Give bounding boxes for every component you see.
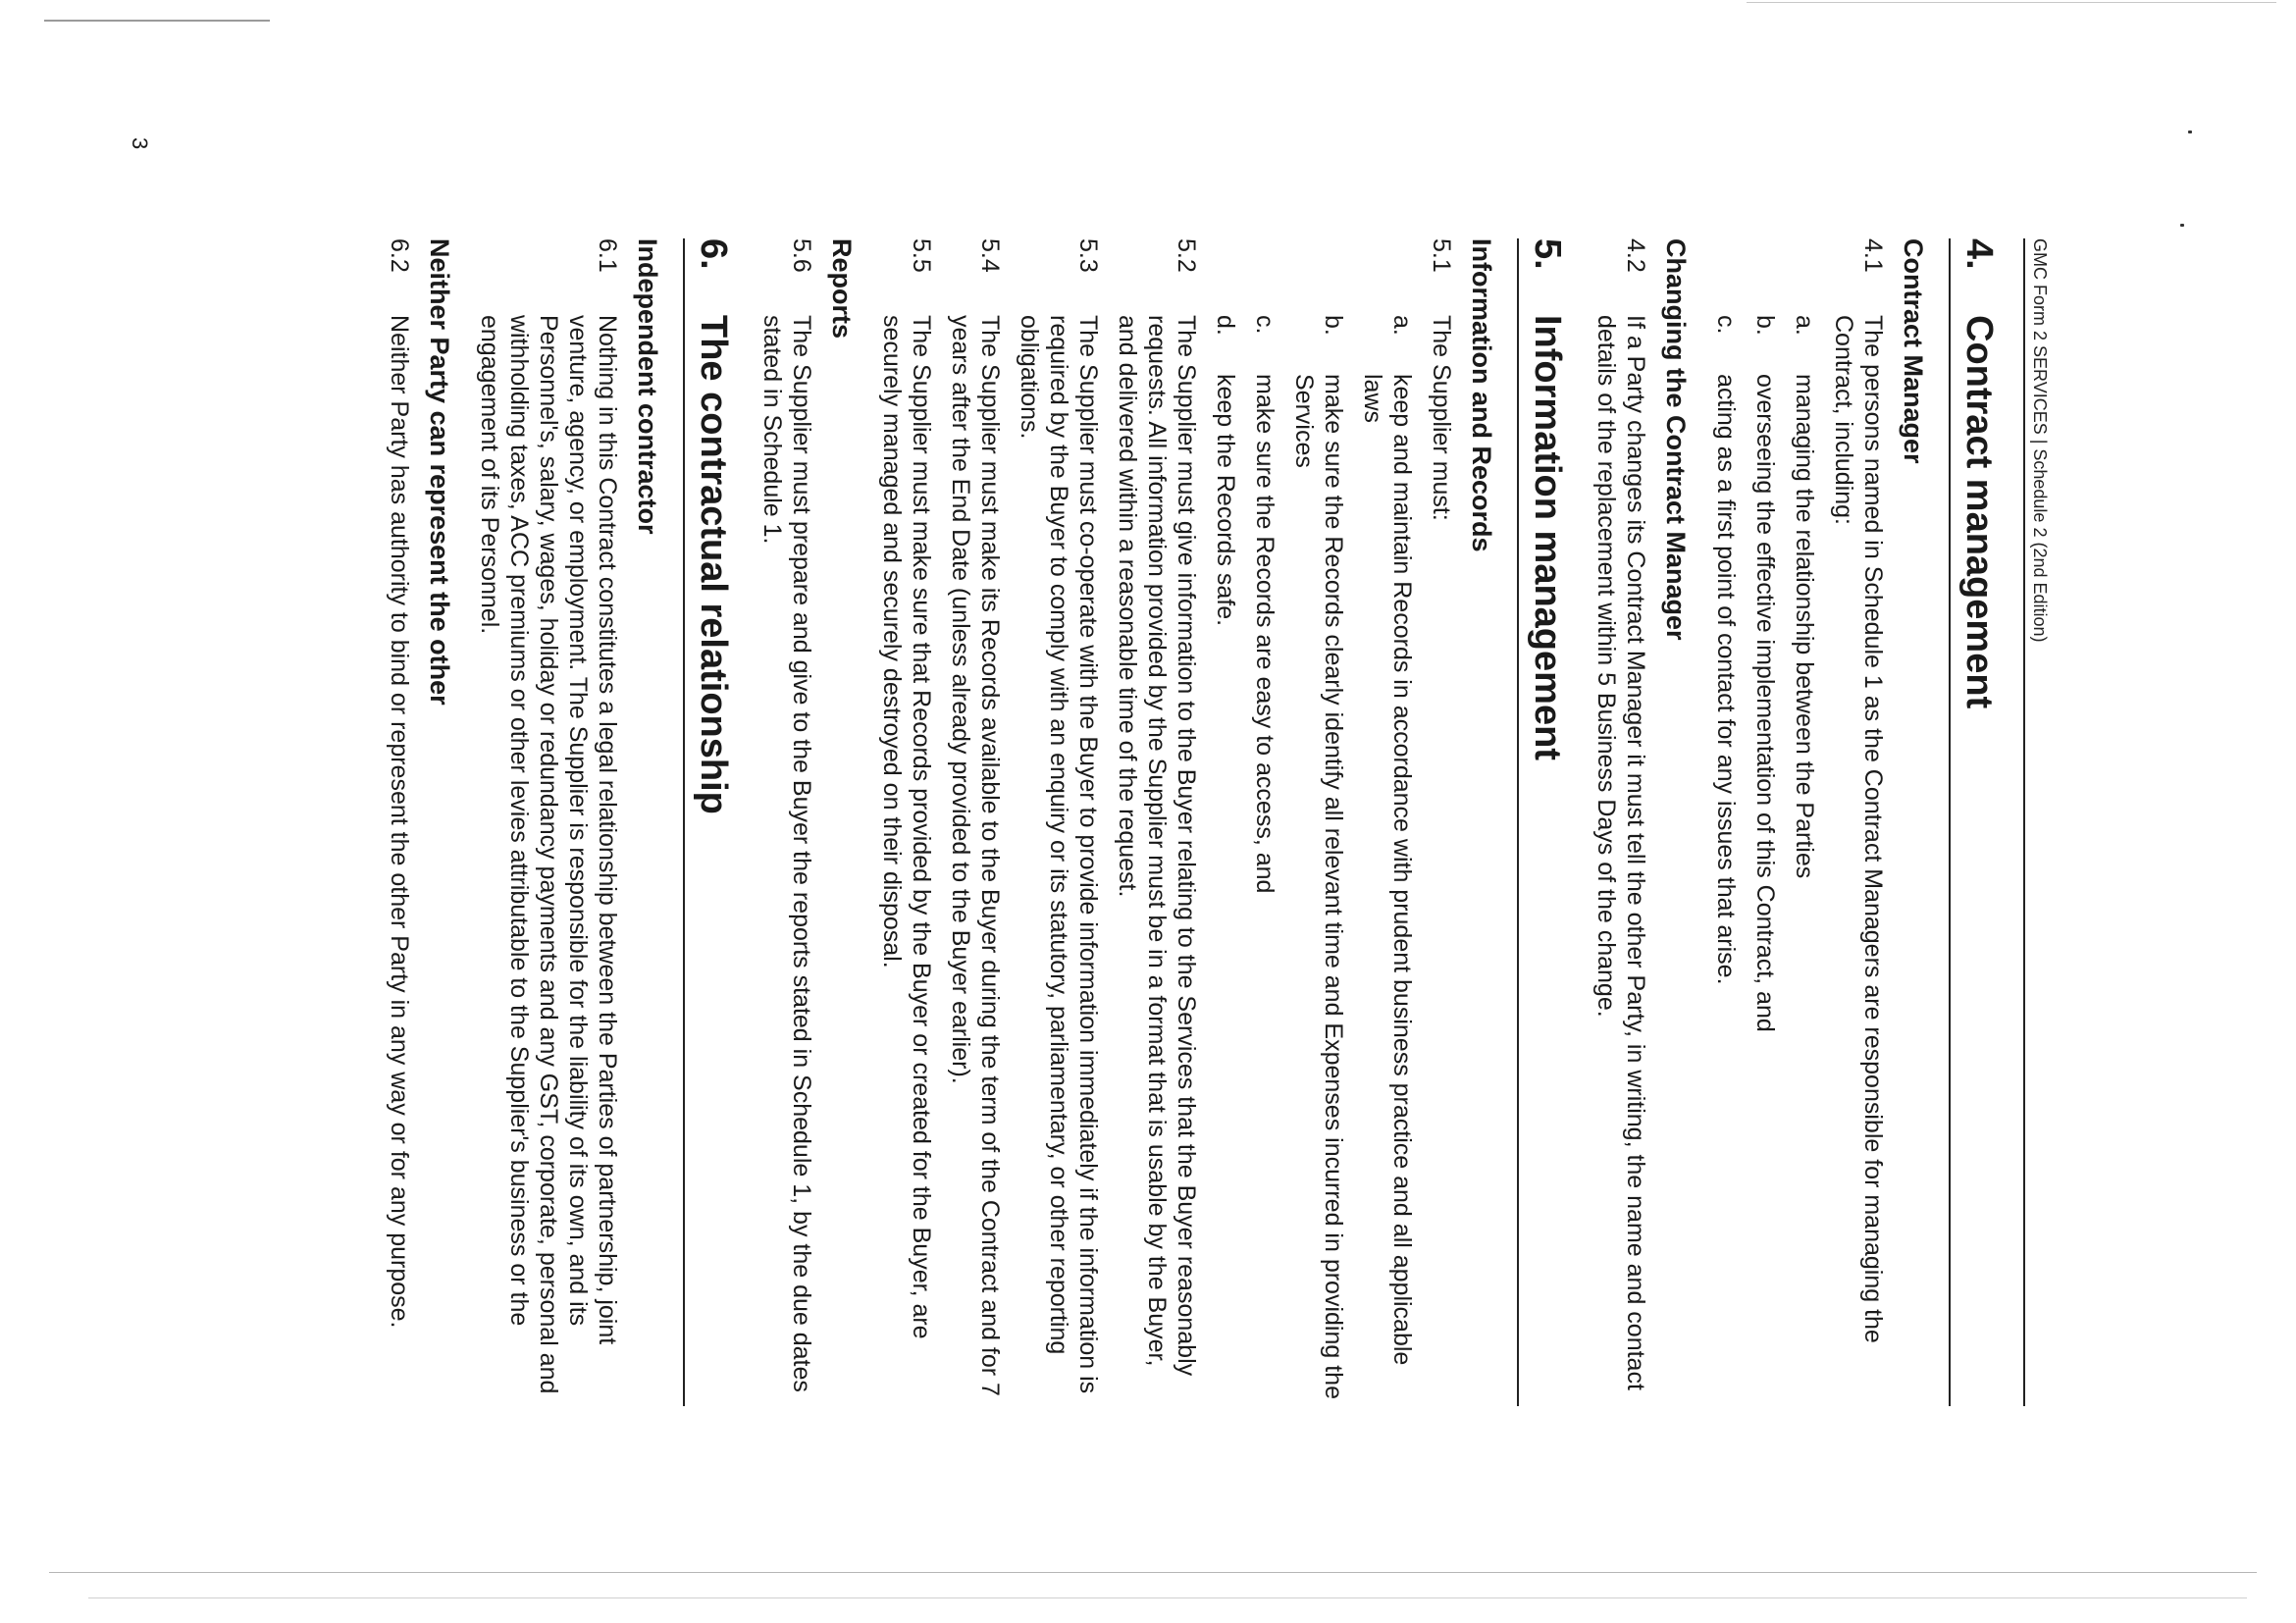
subheading-reports: Reports	[827, 238, 857, 340]
item-label: c.	[1251, 315, 1278, 335]
clause-text: The Supplier must co-operate with the Buyer to provide information immediately if the information is required by the Buyer to comply with an enquiry or its statutory, parliamentary, or other reporting obligations.	[1016, 315, 1102, 1394]
item-text: make sure the Records clearly identify all relevant time and Expenses incurred in providing the Services	[1290, 374, 1347, 1399]
section-number: 5.	[1527, 238, 1568, 270]
clause-6-2	[385, 238, 414, 1406]
list-item	[1750, 315, 1780, 1406]
clause-4-2	[1592, 238, 1650, 1406]
clause-text: The persons named in Schedule 1 as the Contract Managers are responsible for managing the Contract, including:	[1830, 315, 1887, 1343]
list-item	[1790, 315, 1819, 1406]
section-title: Contract management	[1958, 315, 2000, 709]
page-content	[385, 238, 2051, 1406]
clause-text: Nothing in this Contract constitutes a legal relationship between the Parties of partnership, joint venture, agency, or employment. The Supplier is responsible for the liability of its own, and its Personnel's, salary, wages, holiday or redundancy payments and any GST, corporate, personal and withholding taxes, ACC premiums or other levies attributable to the Supplier's business or the engagement of its Personnel.	[476, 315, 621, 1394]
clause-5-5	[877, 238, 936, 1406]
subheading-information-records: Information and Records	[1467, 238, 1496, 552]
section-title: The contractual relationship	[693, 315, 734, 814]
clause-body	[1711, 315, 1888, 1406]
item-text: acting as a first point of contact for any issues that arise.	[1712, 374, 1740, 985]
clause-5-6	[757, 238, 816, 1406]
subheading-contract-manager: Contract Manager	[1899, 238, 1928, 464]
section-title: Information management	[1527, 315, 1568, 760]
clause-number: 4.1	[1859, 238, 1887, 273]
clause-5-3	[1015, 238, 1103, 1406]
list-item	[1289, 315, 1348, 1406]
clause-number: 6.2	[386, 238, 413, 273]
clause-items	[1711, 315, 1819, 1406]
clause-6-1	[475, 238, 622, 1406]
list-item	[1250, 315, 1279, 1406]
list-item	[1211, 315, 1240, 1406]
clause-number: 5.2	[1173, 238, 1200, 273]
item-label: c.	[1712, 315, 1740, 335]
clause-number: 5.5	[908, 238, 935, 273]
section-heading-5	[1517, 238, 1570, 1406]
clause-number: 5.6	[788, 238, 815, 273]
clause-number: 5.4	[976, 238, 1004, 273]
list-item	[1711, 315, 1741, 1406]
clause-5-2	[1113, 238, 1201, 1406]
item-label: d.	[1212, 315, 1239, 336]
clause-items	[1211, 315, 1417, 1406]
item-label: a.	[1388, 315, 1416, 336]
clause-5-1	[1211, 238, 1456, 1406]
running-header: GMC Form 2 SERVICES | Schedule 2 (2nd Edition)	[2023, 238, 2051, 1406]
subheading-independent-contractor: Independent contractor	[633, 238, 662, 535]
list-item	[1358, 315, 1417, 1406]
item-text: keep and maintain Records in accordance with prudent business practice and all applicable laws	[1359, 374, 1416, 1366]
clause-number: 5.1	[1428, 238, 1455, 273]
item-text: make sure the Records are easy to access, and	[1251, 374, 1278, 894]
page-number: 3	[128, 137, 152, 150]
section-heading-4	[1949, 238, 2002, 1406]
item-label: a.	[1791, 315, 1818, 336]
section-heading-6	[683, 238, 736, 1406]
clause-number: 6.1	[594, 238, 621, 273]
clause-text: If a Party changes its Contract Manager it must tell the other Party, in writing, the name and contact details of the replacement within 5 Business Days of the change.	[1592, 315, 1649, 1390]
section-number: 6.	[693, 238, 734, 270]
item-text: keep the Records safe.	[1212, 374, 1239, 627]
item-text: managing the relationship between the Parties	[1791, 374, 1818, 879]
item-text: overseeing the effective implementation of this Contract, and	[1751, 374, 1779, 1032]
subheading-neither-party: Neither Party can represent the other	[425, 238, 454, 706]
clause-4-1	[1711, 238, 1888, 1406]
clause-text: The Supplier must give information to the Buyer relating to the Services that the Buyer reasonably requests. All information provided by the Supplier must be in a format that is usable by the Buyer, and delivered within a reasonable time of the request.	[1114, 315, 1200, 1377]
clause-text: The Supplier must make sure that Records provided by the Buyer or created for the Buyer, are securely managed and securely destroyed on their disposal.	[878, 315, 935, 1339]
clause-body	[1211, 315, 1456, 1406]
clause-text: The Supplier must make its Records available to the Buyer during the term of the Contract and for 7 years after the End Date (unless already provided to the Buyer earlier).	[947, 315, 1004, 1396]
subheading-changing-contract-manager: Changing the Contract Manager	[1661, 238, 1691, 641]
clause-text: The Supplier must prepare and give to the Buyer the reports stated in Schedule 1, by the due dates stated in Schedule 1.	[758, 315, 815, 1392]
clause-text: The Supplier must:	[1428, 315, 1455, 521]
clause-number: 5.3	[1074, 238, 1102, 273]
clause-5-4	[946, 238, 1005, 1406]
section-number: 4.	[1958, 238, 2000, 270]
item-label: b.	[1320, 315, 1347, 336]
clause-text: Neither Party has authority to bind or represent the other Party in any way or for any purpose.	[386, 315, 413, 1329]
clause-number: 4.2	[1622, 238, 1649, 273]
item-label: b.	[1751, 315, 1779, 336]
